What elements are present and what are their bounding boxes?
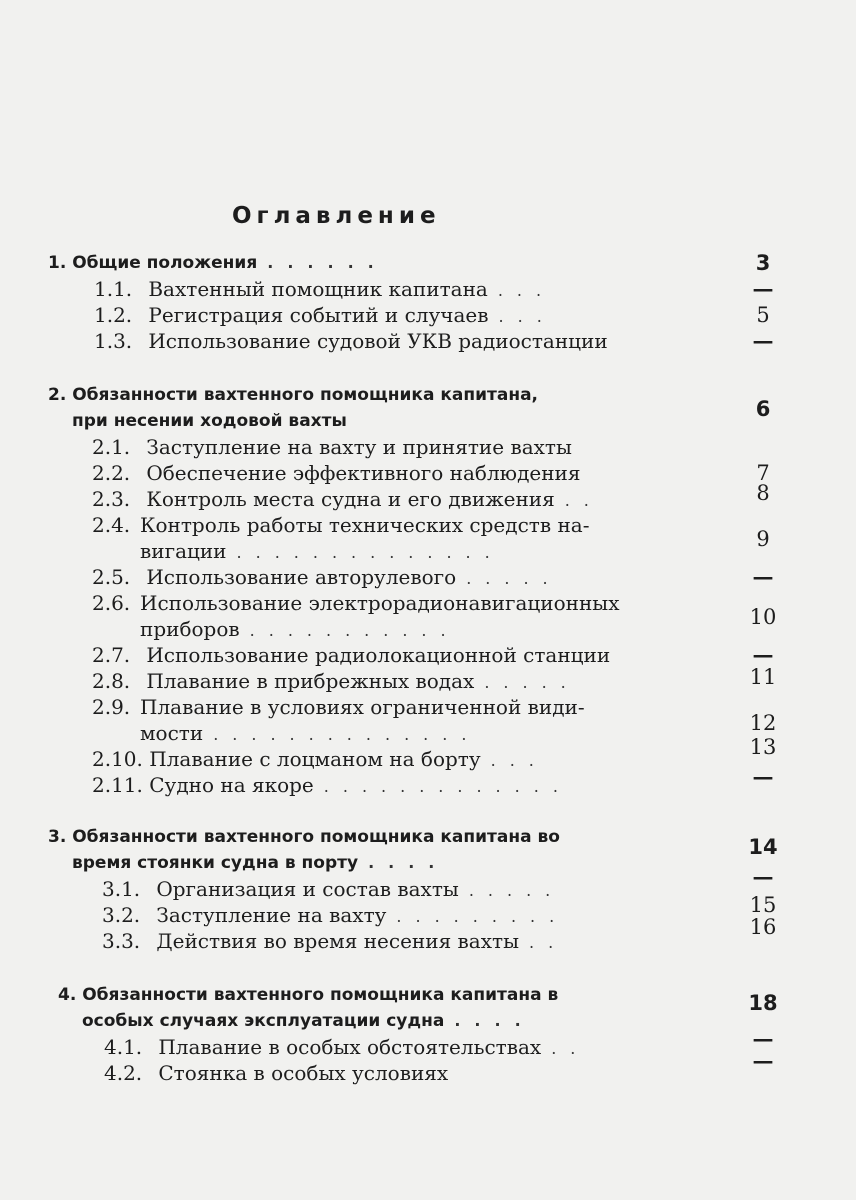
leader-dots: ......	[267, 253, 388, 272]
page-number: 8	[756, 481, 770, 505]
entry-number: 2.7.	[92, 643, 131, 667]
entry-title: Использование радиолокационной станции	[146, 643, 611, 667]
entry-number: 1.1.	[94, 277, 133, 301]
page-number: —	[752, 764, 774, 789]
section-heading-text-cont: время стоянки судна в порту ....	[72, 853, 449, 873]
entry-title: Использование авторулевого	[146, 565, 457, 589]
entry-title: Обеспечение эффективного наблюдения	[146, 461, 581, 485]
toc-entry	[92, 564, 788, 590]
entry-number: 3.3.	[102, 929, 141, 953]
entry-number: 2.6.	[92, 591, 131, 615]
entry-number: 2.3.	[92, 487, 131, 511]
entry-title: Плавание с лоцманом на борту	[149, 747, 481, 771]
leader-dots: .....	[466, 569, 562, 588]
entry-title: Регистрация событий и случаев	[148, 303, 489, 327]
section-heading	[48, 824, 788, 876]
entry-title: Вахтенный помощник капитана	[148, 277, 488, 301]
entry-title: Судно на якоре	[149, 773, 314, 797]
toc-entry	[92, 642, 788, 668]
leader-dots: ..............	[213, 725, 481, 744]
page-number: —	[752, 864, 774, 889]
entry-title-cont: приборов	[140, 617, 240, 641]
section-heading-text: 4. Обязанности вахтенного помощника капитана в	[58, 985, 559, 1005]
entry-number: 1.2.	[94, 303, 133, 327]
page-number: 10	[749, 605, 777, 629]
leader-dots: .........	[396, 907, 569, 926]
section-heading-text-cont: особых случаях эксплуатации судна ....	[82, 1011, 535, 1031]
entry-title-cont: мости	[140, 721, 204, 745]
leader-dots: ..............	[236, 543, 504, 562]
section-heading-text: 2. Обязанности вахтенного помощника капитана,	[48, 385, 538, 405]
entry-title: Организация и состав вахты	[156, 877, 459, 901]
entry-number: 2.9.	[92, 695, 131, 719]
toc-entry	[104, 1048, 788, 1086]
toc-entry	[104, 1026, 788, 1060]
page-number: 18	[748, 991, 778, 1015]
toc-title: Оглавление	[232, 203, 441, 229]
leader-dots: ...	[498, 307, 556, 326]
toc-entry	[92, 590, 788, 642]
entry-number: 1.3.	[94, 329, 133, 353]
entry-title: Контроль работы технических средств на-	[140, 513, 590, 537]
toc-section-4	[48, 982, 788, 1086]
toc-section-3	[48, 824, 788, 954]
section-heading	[48, 250, 788, 276]
entry-number: 2.2.	[92, 461, 131, 485]
leader-dots: ...	[490, 751, 548, 770]
entry-title: Стоянка в особых условиях	[158, 1061, 449, 1085]
page-number: 14	[748, 835, 778, 859]
toc-entry	[92, 434, 788, 460]
toc-entry	[94, 302, 788, 328]
entry-title: Контроль места судна и его движения	[146, 487, 555, 511]
table-of-contents	[48, 250, 788, 1086]
page-number: 12	[749, 711, 777, 735]
entry-number: 2.1.	[92, 435, 131, 459]
leader-dots: .....	[468, 881, 565, 900]
page-number: 3	[755, 251, 771, 275]
entry-number: 4.2.	[104, 1061, 143, 1085]
entry-number: 4.1.	[104, 1035, 143, 1059]
toc-entry	[102, 893, 788, 928]
toc-section-1	[48, 250, 788, 354]
toc-entry	[92, 665, 788, 694]
toc-entry	[92, 694, 788, 746]
leader-dots: .............	[323, 777, 572, 796]
page-number: 13	[749, 735, 777, 759]
entry-number: 2.10.	[92, 747, 143, 771]
entry-number: 2.11.	[92, 773, 143, 797]
toc-entry	[94, 328, 788, 354]
leader-dots: .....	[484, 673, 580, 692]
entry-number: 2.5.	[92, 565, 131, 589]
entry-title: Плавание в прибрежных водах	[146, 669, 475, 693]
entry-title: Плавание в особых обстоятельствах	[158, 1035, 542, 1059]
entry-title: Действия во время несения вахты	[156, 929, 519, 953]
entry-number: 2.8.	[92, 669, 131, 693]
toc-entry	[92, 735, 788, 772]
page-number: —	[752, 1026, 774, 1051]
leader-dots: ..	[529, 933, 568, 952]
entry-number: 2.4.	[92, 513, 131, 537]
toc-entry	[92, 460, 788, 486]
section-heading-text: 3. Обязанности вахтенного помощника капитана во	[48, 827, 560, 847]
leader-dots: ....	[368, 853, 449, 872]
section-heading-text: 1. Общие положения	[48, 253, 258, 273]
toc-section-2	[48, 382, 788, 798]
toc-entry	[94, 276, 788, 302]
leader-dots: ..	[551, 1039, 590, 1058]
page-number: —	[752, 1048, 774, 1073]
entry-title: Плавание в условиях ограниченной види-	[140, 695, 585, 719]
page-number: —	[752, 564, 774, 589]
page-number: —	[752, 642, 774, 667]
toc-entry	[102, 864, 788, 902]
section-heading-text-cont: при несении ходовой вахты	[72, 411, 347, 431]
entry-title: Использование электрорадионавигационных	[140, 591, 620, 615]
page-number: 9	[756, 527, 770, 551]
toc-entry	[92, 764, 788, 798]
entry-number: 3.1.	[102, 877, 141, 901]
leader-dots: ..	[564, 491, 603, 510]
entry-title: Заступление на вахту	[156, 903, 387, 927]
leader-dots: ....	[454, 1011, 535, 1030]
page-number: —	[752, 276, 774, 301]
entry-title: Заступление на вахту и принятие вахты	[146, 435, 572, 459]
leader-dots: ...	[497, 281, 556, 300]
page-number: 16	[749, 915, 777, 939]
page-number: 6	[755, 397, 771, 421]
entry-number: 3.2.	[102, 903, 141, 927]
entry-title: Использование судовой УКВ радиостанции	[148, 329, 608, 353]
toc-entry	[92, 481, 788, 512]
page-number: 15	[749, 893, 777, 917]
page-number: 5	[756, 303, 770, 327]
page-number: 11	[749, 665, 777, 689]
page-number: 7	[756, 461, 770, 485]
section-heading	[48, 382, 788, 434]
section-heading	[58, 982, 788, 1034]
page-number: —	[752, 328, 774, 353]
leader-dots: ...........	[249, 621, 460, 640]
toc-entry	[92, 512, 788, 564]
entry-title-cont: вигации	[140, 539, 227, 563]
